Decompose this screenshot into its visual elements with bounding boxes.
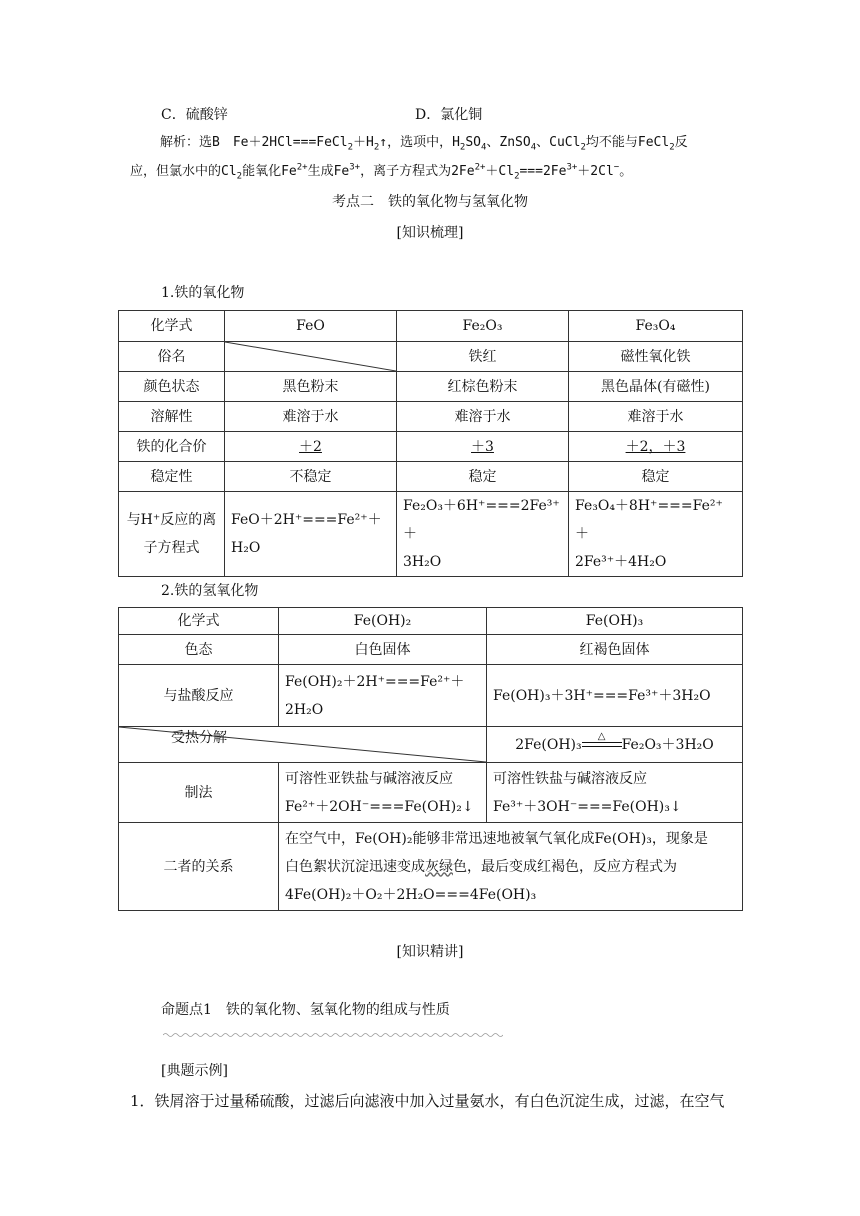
equation-line: Fe₃O₄＋8H⁺===Fe²⁺＋ bbox=[575, 498, 723, 542]
table-cell bbox=[397, 492, 569, 577]
table-cell bbox=[279, 763, 487, 823]
table-cell: ＋2 bbox=[225, 432, 397, 462]
table-cell: Fe(OH)₃ bbox=[487, 608, 743, 635]
equation-line: Fe₂O₃＋6H⁺===2Fe³⁺＋ bbox=[403, 498, 560, 542]
table-cell: 制法 bbox=[119, 763, 279, 823]
option-c: C．硫酸锌 bbox=[161, 107, 228, 123]
table-cell: 俗名 bbox=[119, 342, 225, 372]
table-cell: 色态 bbox=[119, 635, 279, 665]
table-row bbox=[119, 432, 743, 462]
topic-heading: 命题点1 铁的氧化物、氢氧化物的组成与性质 bbox=[161, 1002, 450, 1018]
equation-line: 2H₂O bbox=[285, 701, 324, 718]
table-cell: 二者的关系 bbox=[119, 823, 279, 911]
analysis-line-1: 解析：选B $Fe+2HCl===FeCl_2+H_2↑$，选项中，$H_2SO_4$、ZnSO$_4$、CuCl$_2$均不能与FeCl$_2$反 bbox=[160, 135, 688, 153]
table-cell: 铁的化合价 bbox=[119, 432, 225, 462]
relation-line: 在空气中，Fe(OH)₂能够非常迅速地被氧气氧化成Fe(OH)₃，现象是 bbox=[285, 830, 708, 847]
table-cell: 与H⁺反应的离子方程式 bbox=[119, 492, 225, 577]
table-row bbox=[119, 462, 743, 492]
equation-line: 2Fe³⁺＋4H₂O bbox=[575, 554, 667, 570]
table-cell: Fe₃O₄ bbox=[569, 311, 743, 342]
table-cell: Fe(OH)₃＋3H⁺===Fe³⁺＋3H₂O bbox=[487, 665, 743, 727]
table-cell: 稳定性 bbox=[119, 462, 225, 492]
diagonal-blank-cell bbox=[225, 342, 397, 372]
table-cell bbox=[569, 492, 743, 577]
table-row bbox=[119, 372, 743, 402]
table-cell: 颜色状态 bbox=[119, 372, 225, 402]
diagonal-merged-cell bbox=[119, 727, 487, 763]
heating-equals-sign bbox=[582, 730, 622, 752]
wavy-underline-decoration bbox=[163, 1032, 503, 1038]
equation-part: 2Fe(OH)₃ bbox=[515, 736, 582, 753]
table-cell: 黑色粉末 bbox=[225, 372, 397, 402]
table-cell: 红褐色固体 bbox=[487, 635, 743, 665]
delta-symbol: △ bbox=[597, 730, 606, 742]
option-d: D．氯化铜 bbox=[415, 107, 483, 123]
table-cell: 稳定 bbox=[569, 462, 743, 492]
table-cell: ＋2，＋3 bbox=[569, 432, 743, 462]
table-row bbox=[119, 665, 743, 727]
table-row bbox=[119, 727, 743, 763]
hydroxides-table bbox=[118, 607, 743, 911]
table-cell: 化学式 bbox=[119, 311, 225, 342]
table-row bbox=[119, 763, 743, 823]
equation-line: FeO＋2H⁺===Fe²⁺＋ bbox=[231, 512, 382, 528]
table-cell bbox=[225, 492, 397, 577]
table-cell bbox=[487, 727, 743, 763]
equation-line: 可溶性亚铁盐与碱溶液反应 bbox=[285, 770, 453, 787]
analysis-line-2: 应，但氯水中的$Cl_2$能氧化$Fe^{2+}$生成$Fe^{3+}$，离子方程式为$2Fe^{2+}+Cl_2===2Fe^{3+}+2Cl^-$。 bbox=[130, 162, 633, 182]
table-row bbox=[119, 492, 743, 577]
table-cell: Fe(OH)₂ bbox=[279, 608, 487, 635]
table-row bbox=[119, 311, 743, 342]
question-1: 1．铁屑溶于过量稀硫酸，过滤后向滤液中加入过量氨水，有白色沉淀生成，过滤，在空气 bbox=[130, 1092, 725, 1110]
hydroxides-heading: 2.铁的氢氧化物 bbox=[161, 583, 259, 599]
equation-line: H₂O bbox=[231, 540, 261, 556]
heat-label: 受热分解 bbox=[171, 730, 227, 746]
table-cell: 难溶于水 bbox=[225, 402, 397, 432]
table-row bbox=[119, 608, 743, 635]
table-cell: FeO bbox=[225, 311, 397, 342]
table-cell: 黑色晶体(有磁性) bbox=[569, 372, 743, 402]
equation-part: Fe₂O₃＋3H₂O bbox=[621, 736, 714, 753]
table-row bbox=[119, 402, 743, 432]
equation-line: Fe³⁺＋3OH⁻===Fe(OH)₃↓ bbox=[493, 798, 682, 815]
oxides-heading: 1.铁的氧化物 bbox=[161, 285, 245, 301]
table-cell: 稳定 bbox=[397, 462, 569, 492]
relation-line: 4Fe(OH)₂＋O₂＋2H₂O===4Fe(OH)₃ bbox=[285, 886, 537, 903]
table-cell: 铁红 bbox=[397, 342, 569, 372]
table-row bbox=[119, 823, 743, 911]
table-cell: Fe₂O₃ bbox=[397, 311, 569, 342]
knowledge-review-heading: [知识梳理] bbox=[396, 225, 464, 241]
table-cell bbox=[487, 763, 743, 823]
wavy-line bbox=[163, 1032, 503, 1038]
table-cell bbox=[279, 665, 487, 727]
table-cell: 磁性氧化铁 bbox=[569, 342, 743, 372]
table-cell bbox=[279, 823, 743, 911]
table-cell: ＋3 bbox=[397, 432, 569, 462]
diagonal-line bbox=[225, 342, 396, 371]
table-row bbox=[119, 342, 743, 372]
table-cell: 溶解性 bbox=[119, 402, 225, 432]
equation-line: Fe²⁺＋2OH⁻===Fe(OH)₂↓ bbox=[285, 798, 474, 815]
equation-line: Fe(OH)₂＋2H⁺===Fe²⁺＋ bbox=[285, 673, 465, 690]
equation-line: 3H₂O bbox=[403, 554, 442, 570]
table-cell: 白色固体 bbox=[279, 635, 487, 665]
oxides-table bbox=[118, 310, 743, 577]
table-row bbox=[119, 635, 743, 665]
table-cell: 不稳定 bbox=[225, 462, 397, 492]
table-cell: 与盐酸反应 bbox=[119, 665, 279, 727]
equation-line: 可溶性铁盐与碱溶液反应 bbox=[493, 770, 647, 787]
example-heading: [典题示例] bbox=[161, 1063, 228, 1079]
table-cell: 红棕色粉末 bbox=[397, 372, 569, 402]
table-cell: 化学式 bbox=[119, 608, 279, 635]
table-cell: 难溶于水 bbox=[569, 402, 743, 432]
table-cell: 难溶于水 bbox=[397, 402, 569, 432]
section-title: 考点二 铁的氧化物与氢氧化物 bbox=[332, 194, 528, 210]
knowledge-detail-heading: [知识精讲] bbox=[396, 944, 464, 960]
relation-line: 白色絮状沉淀迅速变成灰绿色，最后变成红褐色，反应方程式为 bbox=[285, 858, 677, 875]
